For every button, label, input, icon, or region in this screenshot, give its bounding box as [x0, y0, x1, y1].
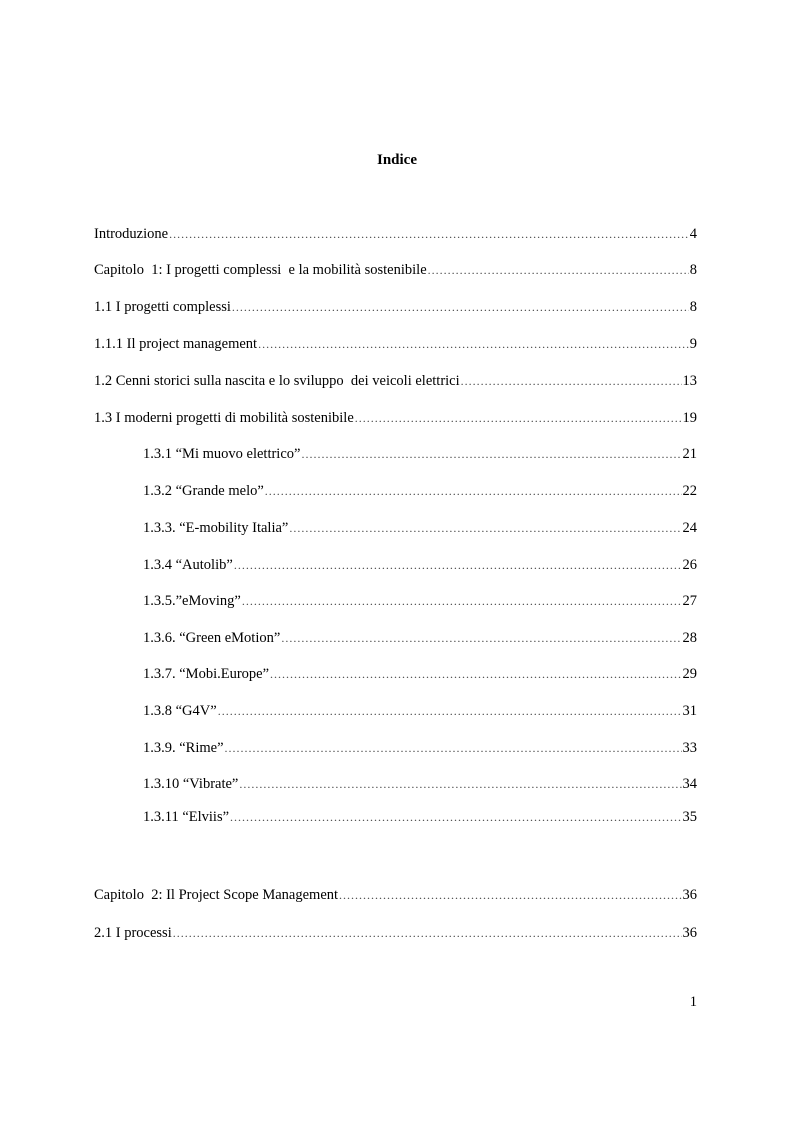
toc-entry-page: 31: [682, 703, 697, 719]
toc-leader-dots: [242, 590, 682, 612]
toc-leader-dots: [301, 443, 681, 465]
toc-entry-page: 26: [682, 557, 697, 573]
toc-entry-page: 8: [689, 299, 697, 315]
toc-leader-dots: [232, 296, 689, 318]
toc-entry-page: 9: [689, 336, 697, 352]
toc-entry[interactable]: [143, 806, 697, 828]
toc-entry-label: 1.2 Cenni storici sulla nascita e lo sviluppo dei veicoli elettrici: [94, 373, 460, 389]
toc-entry-label: 1.3.10 “Vibrate”: [143, 776, 239, 792]
toc-entry[interactable]: [143, 700, 697, 722]
toc-entry-page: 22: [682, 483, 697, 499]
toc-entry[interactable]: [94, 370, 697, 392]
toc-entry-page: 29: [682, 666, 697, 682]
toc-entry-label: 1.3.7. “Mobi.Europe”: [143, 666, 270, 682]
toc-entry-label: 1.3.4 “Autolib”: [143, 557, 233, 573]
toc-entry-page: 24: [682, 520, 697, 536]
toc-leader-dots: [270, 663, 681, 685]
toc-leader-dots: [239, 773, 681, 795]
toc-entry-label: 1.3.9. “Rime”: [143, 740, 224, 756]
toc-leader-dots: [169, 223, 689, 245]
toc-entry-label: 2.1 I processi: [94, 925, 172, 941]
toc-leader-dots: [173, 922, 682, 944]
toc-entry[interactable]: [143, 443, 697, 465]
toc-entry-label: 1.3.1 “Mi muovo elettrico”: [143, 446, 301, 462]
toc-entry-label: 1.3.6. “Green eMotion”: [143, 630, 281, 646]
toc-entry-label: 1.3 I moderni progetti di mobilità sostenibile: [94, 410, 354, 426]
toc-entry-label: 1.3.5.”eMoving”: [143, 593, 241, 609]
toc-entry[interactable]: [94, 333, 697, 355]
toc-leader-dots: [258, 333, 689, 355]
toc-entry[interactable]: [143, 480, 697, 502]
toc-entry-page: 36: [682, 925, 697, 941]
toc-entry-page: 21: [682, 446, 697, 462]
toc-leader-dots: [289, 517, 681, 539]
toc-entry-label: Capitolo 2: Il Project Scope Management: [94, 887, 339, 903]
toc-leader-dots: [461, 370, 682, 392]
toc-entry-page: 34: [682, 776, 697, 792]
toc-entry-label: 1.3.2 “Grande melo”: [143, 483, 264, 499]
toc-entry-page: 13: [682, 373, 697, 389]
toc-leader-dots: [230, 806, 681, 828]
toc-entry-label: 1.3.8 “G4V”: [143, 703, 217, 719]
toc-entry-label: 1.1.1 Il project management: [94, 336, 258, 352]
toc-entry[interactable]: [143, 663, 697, 685]
page-title: Indice: [376, 152, 417, 168]
toc-entry[interactable]: [143, 590, 697, 612]
page-number: 1: [689, 994, 697, 1010]
toc-entry-page: 27: [682, 593, 697, 609]
toc-entry-page: 28: [682, 630, 697, 646]
toc-entry[interactable]: [94, 884, 697, 906]
toc-entry[interactable]: [94, 223, 697, 245]
toc-entry-page: 36: [682, 887, 697, 903]
toc-entry[interactable]: [94, 922, 697, 944]
toc-entry-label: Introduzione: [94, 226, 169, 242]
toc-entry-label: 1.3.3. “E-mobility Italia”: [143, 520, 289, 536]
toc-entry-label: 1.3.11 “Elviis”: [143, 809, 230, 825]
toc-leader-dots: [281, 627, 681, 649]
toc-entry-page: 19: [682, 410, 697, 426]
toc-entry-label: Capitolo 1: I progetti complessi e la mobilità sostenibile: [94, 262, 427, 278]
toc-entry[interactable]: [143, 554, 697, 576]
toc-leader-dots: [355, 407, 682, 429]
toc-entry[interactable]: [94, 407, 697, 429]
toc-entry[interactable]: [143, 627, 697, 649]
toc-leader-dots: [218, 700, 682, 722]
toc-leader-dots: [225, 737, 682, 759]
toc-leader-dots: [339, 884, 681, 906]
toc-entry-page: 33: [682, 740, 697, 756]
toc-entry-page: 35: [682, 809, 697, 825]
toc-entry[interactable]: [143, 773, 697, 795]
toc-entry[interactable]: [94, 296, 697, 318]
toc-leader-dots: [265, 480, 682, 502]
toc-entry-label: 1.1 I progetti complessi: [94, 299, 231, 315]
toc-leader-dots: [428, 259, 689, 281]
toc-entry-page: 8: [689, 262, 697, 278]
toc-leader-dots: [234, 554, 682, 576]
toc-entry[interactable]: [143, 737, 697, 759]
toc-entry[interactable]: [143, 517, 697, 539]
toc-entry-page: 4: [689, 226, 697, 242]
toc-entry[interactable]: [94, 259, 697, 281]
